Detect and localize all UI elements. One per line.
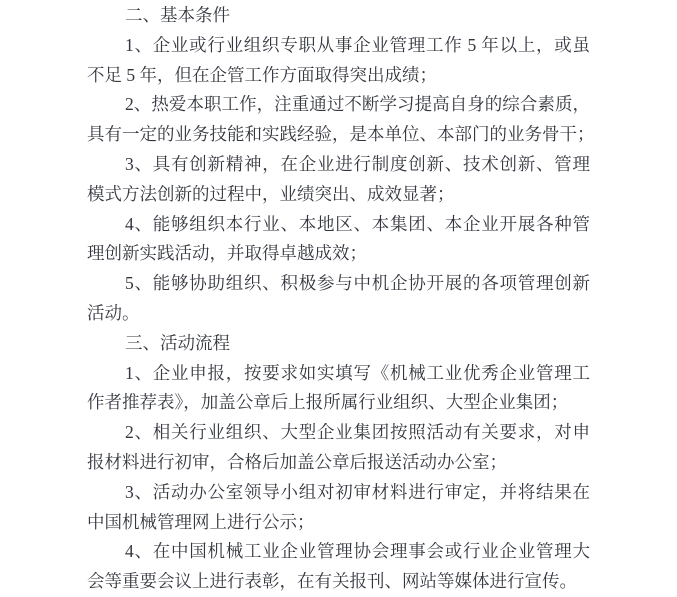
text-line: 4、在中国机械工业企业管理协会理事会或行业企业管理大 bbox=[125, 541, 590, 562]
text-line: 不足 5 年，但在企管工作方面取得突出成绩； bbox=[87, 64, 437, 85]
text-line: 中国机械管理网上进行公示； bbox=[87, 511, 315, 532]
text-line: 2、热爱本职工作，注重通过不断学习提高自身的综合素质， bbox=[125, 94, 590, 115]
text-line: 2、相关行业组织、大型企业集团按照活动有关要求，对申 bbox=[125, 422, 590, 443]
text-line: 报材料进行初审，合格后加盖公章后报送活动办公室； bbox=[87, 451, 507, 472]
text-line: 会等重要会议上进行表彰，在有关报刊、网站等媒体进行宣传。 bbox=[87, 571, 577, 592]
text-line: 理创新实践活动，并取得卓越成效； bbox=[87, 243, 367, 264]
text-line: 1、企业或行业组织专职从事企业管理工作 5 年以上，或虽 bbox=[125, 34, 590, 55]
text-line: 1、企业申报，按要求如实填写《机械工业优秀企业管理工 bbox=[125, 362, 590, 383]
text-line: 3、具有创新精神，在企业进行制度创新、技术创新、管理 bbox=[125, 153, 590, 174]
text-line: 3、活动办公室领导小组对初审材料进行审定，并将结果在 bbox=[125, 481, 590, 502]
text-line: 模式方法创新的过程中，业绩突出、成效显著； bbox=[87, 183, 455, 204]
section-heading-activity-process: 三、活动流程 bbox=[125, 332, 230, 353]
text-line: 活动。 bbox=[87, 302, 140, 323]
text-line: 具有一定的业务技能和实践经验，是本单位、本部门的业务骨干； bbox=[87, 124, 595, 145]
section-heading-basic-conditions: 二、基本条件 bbox=[125, 5, 230, 25]
text-line: 5、能够协助组织、积极参与中机企协开展的各项管理创新 bbox=[125, 273, 590, 294]
text-line: 作者推荐表》，加盖公章后上报所属行业组织、大型企业集团； bbox=[87, 392, 569, 413]
text-line: 4、能够组织本行业、本地区、本集团、本企业开展各种管 bbox=[125, 213, 590, 234]
